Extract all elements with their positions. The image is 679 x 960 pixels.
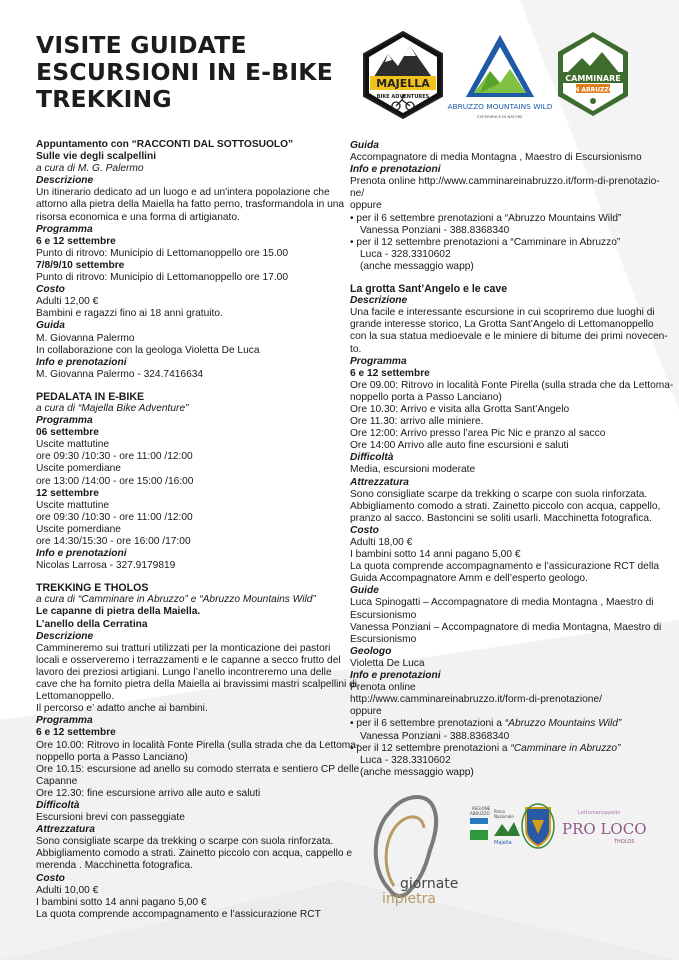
text-line: Capanne <box>36 775 78 787</box>
section-label: Programma <box>36 715 93 727</box>
text-line: ore 13:00 /14:00 - ore 15:00 /16:00 <box>36 475 194 487</box>
section-title: TREKKING E THOLOS <box>36 582 149 595</box>
text-line: Nicolas Larrosa - 327.9179819 <box>36 560 176 572</box>
section-title: La grotta Sant’Angelo e le cave <box>350 283 508 296</box>
left-column <box>36 139 359 921</box>
section-label: Difficoltà <box>350 452 394 464</box>
text-line: ore 09:30 /10:30 - ore 11:00 /12:00 <box>36 451 193 463</box>
text-line: Adulti 12,00 € <box>36 296 99 308</box>
section-label: Programma <box>36 415 93 427</box>
list-item-organizer: “Camminare in Abruzzo” <box>510 742 621 754</box>
text-line: ore 14:30/15:30 - ore 16:00 /17:00 <box>36 536 191 547</box>
event-heading: 06 settembre <box>36 427 99 439</box>
text-line: Ore 10.00: Ritrovo in località Fonte Pirella (sulla strada che da Lettoma- <box>36 739 360 751</box>
parco-nazionale-text: Nazionale <box>494 814 514 819</box>
parco-text: Parco <box>494 809 505 814</box>
proloco-sub-text: THOLOS <box>614 839 635 845</box>
text-line: oppure <box>350 200 382 212</box>
event-heading: 6 e 12 settembre <box>350 367 430 379</box>
title-line: ESCURSIONI IN E-BIKE <box>36 58 333 86</box>
text-line: Sono consigliate scarpe da trekking o scarpe con suola rinforzata. <box>350 488 648 500</box>
regione-text: REGIONE <box>472 806 491 811</box>
text-line: locali e osserveremo i terrazzamenti e le capanne a secco frutto del <box>36 654 341 666</box>
text-line: Ore 09.00: Ritrovo in località Fonte Pirella (sulla strada che da Lettoma- <box>350 379 674 391</box>
list-item-text: • per il 6 settembre prenotazioni a <box>350 718 505 730</box>
text-line: I bambini sotto 14 anni pagano 5,00 € <box>350 549 521 561</box>
section-label: Attrezzatura <box>36 824 95 836</box>
list-item-text: • per il 12 settembre prenotazioni a <box>350 742 511 754</box>
text-line: Una facile e interessante escursione in cui scopriremo due luoghi di <box>350 307 655 319</box>
title-line: VISITE GUIDATE <box>36 31 247 59</box>
list-item <box>350 743 673 755</box>
text-line: Abbigliamento comodo a strati. Zainetto piccolo con acqua, cappello e <box>36 848 353 860</box>
text-line: Adulti 18,00 € <box>350 537 413 548</box>
spacer <box>350 273 673 283</box>
section-label: Geologo <box>350 645 392 657</box>
text-line: In collaborazione con la geologa Violetta De Luca <box>36 344 260 356</box>
cammin-logo-subtext: IN ABRUZZO <box>572 86 614 94</box>
proloco-small-text: Lettomanoppello <box>578 810 621 816</box>
section-label: Guida <box>350 140 379 151</box>
text-line: lavoro dei preziosi artigiani. Lungo l’anello incontreremo una delle <box>36 666 332 678</box>
text-line: noppello porta a Passo Lanciano) <box>350 391 502 403</box>
text-line: Escursionismo <box>350 609 417 621</box>
text-line: La quota comprende accompagnamento e l’assicurazione RCT <box>36 908 321 920</box>
section-label: Descrizione <box>350 295 408 307</box>
list-item <box>350 718 673 730</box>
giornate-logo-text: giornate <box>400 876 459 892</box>
text-line: Vanessa Ponziani – Accompagnatore di media Montagna, Maestro di <box>350 621 662 633</box>
text-line: Ore 12:00: Arrivo presso l’area Pic Nic e pranzo al sacco <box>350 428 606 440</box>
section-label: Guida <box>36 320 65 332</box>
majella-logo-text: MAJELLA <box>376 77 430 90</box>
text-line: noppello porta a Passo Lanciano) <box>36 751 188 763</box>
amw-logo-text: ABRUZZO MOUNTAINS WILD <box>447 102 553 111</box>
text-line: Prenota online <box>350 682 416 694</box>
text-line: M. Giovanna Palermo - 324.7416634 <box>36 368 204 380</box>
majella-bike-adventures-logo <box>358 30 448 120</box>
text-line: to. <box>350 343 362 355</box>
text-line: I bambini sotto 14 anni pagano 5,00 € <box>36 896 207 908</box>
abruzzo-mountains-wild-logo <box>444 33 556 125</box>
curator-line: a cura di “Camminare in Abruzzo” e “Abruzzo Mountains Wild” <box>36 594 316 606</box>
title-line: TREKKING <box>36 85 172 113</box>
text-line: grande interesse storico, La Grotta Sant’Angelo di Lettomanoppello <box>350 319 654 331</box>
section-label: Programma <box>36 223 93 235</box>
text-line: Escursionismo <box>350 633 417 645</box>
text-line: attorno alla pietra della Maiella ha fatto perno, trasformandola in una <box>36 199 345 211</box>
text-line: merenda . Macchinetta fotografica. <box>36 860 193 872</box>
text-line: Adulti 10,00 € <box>36 884 99 896</box>
text-line: Uscite pomerdiane <box>36 463 121 475</box>
text-line: Sono consigliate scarpe da trekking o scarpe con suola rinforzata. <box>36 836 334 848</box>
text-line: Ore 10.15: escursione ad anello su comodo sterrata e sentiero CP delle <box>36 763 360 775</box>
section-label: Costo <box>36 872 65 884</box>
section-label: Programma <box>350 355 407 367</box>
section-label: Info e prenotazioni <box>36 548 127 560</box>
section-label: Info e prenotazioni <box>36 356 127 368</box>
comune-coat-of-arms <box>522 804 554 848</box>
section-label: Guide <box>350 585 379 597</box>
text-line: Lettomanoppello. <box>36 691 115 703</box>
list-item-organizer: “Abruzzo Mountains Wild” <box>504 718 622 730</box>
text-line: Uscite pomerdiane <box>36 523 121 535</box>
indented-line: Luca - 328.3310602 <box>360 248 451 260</box>
text-line: Un itinerario dedicato ad un luogo e ad un'intera popolazione che <box>36 187 330 199</box>
text-line: M. Giovanna Palermo <box>36 332 135 344</box>
text-line: ne/ <box>350 188 365 200</box>
spacer <box>36 381 359 391</box>
text-line: Ore 12.30: fine escursione arrivo alle auto e saluti <box>36 787 261 799</box>
proloco-main-text: PRO LOCO <box>562 820 647 838</box>
text-line: Uscite mattutine <box>36 439 110 451</box>
section-label: Descrizione <box>36 175 94 187</box>
text-line: Ore 14:00 Arrivo alle auto fine escursioni e saluti <box>350 440 569 452</box>
event-heading: Appuntamento con “RACCONTI DAL SOTTOSUOLO” <box>36 139 294 150</box>
section-label: Info e prenotazioni <box>350 164 441 176</box>
text-line: Cammineremo sui tratturi utilizzati per la monticazione dei pastori <box>36 642 331 654</box>
text-line: Guida Accompagnatore Amm e dell’esperto geologo. <box>350 573 588 585</box>
indented-line: Vanessa Ponziani - 388.8368340 <box>360 730 510 742</box>
text-line: Escursioni brevi con passeggiate <box>36 812 185 824</box>
section-label: Costo <box>350 524 379 536</box>
text-line: cave che ha fornito pietra della Maiella ai bravissimi mastri scalpellini di <box>36 679 358 691</box>
event-heading: 6 e 12 settembre <box>36 235 116 247</box>
text-line: Prenota online http://www.camminareinabruzzo.it/form-di-prenotazio- <box>350 176 660 188</box>
indented-line: Vanessa Ponziani - 388.8368340 <box>360 224 510 236</box>
page-title <box>36 32 333 113</box>
text-line: Abbigliamento comodo a strati. Zainetto piccolo con acqua, cappello, <box>350 500 661 512</box>
abruzzo-text: ABRUZZO <box>470 811 490 816</box>
regione-abruzzo-logo <box>470 806 491 840</box>
section-label: Costo <box>36 284 65 296</box>
text-line: con la sua statua medioevale e le miniere di bitume dei primi novecen- <box>350 331 668 343</box>
amw-logo-tagline: EXPERIENCE IN NATURE <box>477 114 523 119</box>
parco-majella-logo <box>494 809 520 846</box>
event-heading: Sulle vie degli scalpellini <box>36 151 157 163</box>
section-title: PEDALATA IN E-BIKE <box>36 390 145 403</box>
text-line: Accompagnatore di media Montagna , Maestro di Escursionismo <box>350 152 642 164</box>
text-line: • per il 12 settembre prenotazioni a “Camminare in Abruzzo” <box>350 236 621 248</box>
spacer <box>36 572 359 582</box>
text-line: Ore 10.30: Arrivo e visita alla Grotta Sant’Angelo <box>350 403 570 415</box>
section-label: Descrizione <box>36 630 94 642</box>
indented-line: (anche messaggio wapp) <box>360 260 474 272</box>
majella-logo-subtext: BIKE ADVENTURES <box>376 94 430 100</box>
text-line: pranzo al sacco. Bastoncini se soliti usarli. Macchinetta fotografica. <box>350 512 652 524</box>
text-line: Ore 11.30: arrivo alle miniere. <box>350 416 484 428</box>
text-line: • per il 6 settembre prenotazioni a “Abruzzo Mountains Wild” <box>350 212 622 224</box>
event-heading: L’anello della Cerratina <box>36 618 148 630</box>
text-line: risorsa economica e una forma di artigianato. <box>36 211 240 223</box>
text-line: Luca Spinogatti – Accompagnatore di media Montagna , Maestro di <box>350 597 654 609</box>
text-line: Punto di ritrovo: Municipio di Lettomanoppello ore 17.00 <box>36 272 289 284</box>
text-line: Media, escursioni moderate <box>350 464 476 476</box>
inpietra-logo-text: inpietra <box>382 891 436 907</box>
text-line: Il percorso e’ adatto anche ai bambini. <box>36 703 208 715</box>
text-line: Punto di ritrovo: Municipio di Lettomanoppello ore 15.00 <box>36 247 289 259</box>
indented-line: (anche messaggio wapp) <box>360 766 474 778</box>
event-heading: 7/8/9/10 settembre <box>36 259 125 271</box>
text-line: http://www.camminareinabruzzo.it/form-di-prenotazione/ <box>350 694 602 706</box>
majella-text: Majella <box>494 840 512 846</box>
indented-line: Luca - 328.3310602 <box>360 754 451 766</box>
sponsor-logos <box>360 790 650 910</box>
text-line: ore 09:30 /10:30 - ore 11:00 /12:00 <box>36 511 193 523</box>
text-line: oppure <box>350 706 382 718</box>
event-heading: 6 e 12 settembre <box>36 727 116 739</box>
section-label: Info e prenotazioni <box>350 670 441 682</box>
giornate-in-pietra-logo <box>376 797 459 907</box>
section-label: Attrezzatura <box>350 476 409 488</box>
section-label: Difficoltà <box>36 799 80 811</box>
text-line: La quota comprende accompagnamento e l’assicurazione RCT della <box>350 561 660 573</box>
cammin-logo-text: CAMMINARE <box>565 74 621 83</box>
curator-line: a cura di M. G. Palermo <box>36 163 144 175</box>
camminare-in-abruzzo-logo <box>554 30 632 120</box>
event-heading: 12 settembre <box>36 487 99 499</box>
right-column <box>350 140 673 779</box>
curator-line: a cura di “Majella Bike Adventure” <box>36 402 189 414</box>
text-line: Bambini e ragazzi fino ai 18 anni gratuito. <box>36 308 223 320</box>
pro-loco-logo <box>562 810 647 845</box>
event-heading: Le capanne di pietra della Maiella. <box>36 606 201 618</box>
text-line: Uscite mattutine <box>36 499 110 511</box>
text-line: Violetta De Luca <box>350 657 425 669</box>
